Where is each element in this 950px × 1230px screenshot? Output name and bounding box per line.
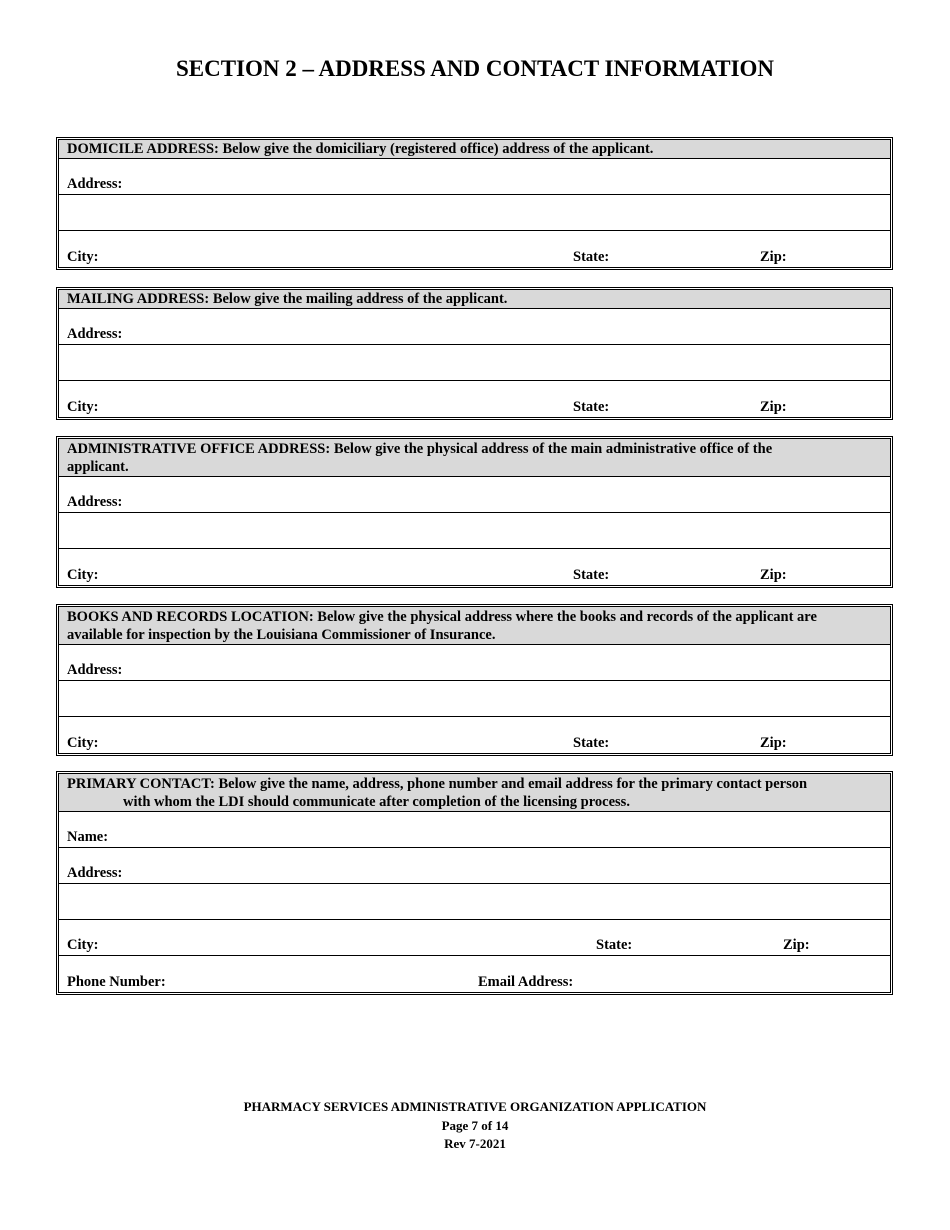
state-label: State: (573, 249, 610, 265)
contact-header-line1: PRIMARY CONTACT: Below give the name, address, phone number and email address for the primary contact person (67, 776, 808, 792)
admin-city-state-zip-row[interactable] (59, 549, 890, 585)
city-label: City: (67, 735, 99, 751)
zip-label: Zip: (760, 567, 787, 583)
contact-phone-email-row[interactable] (59, 956, 890, 992)
primary-contact-section (56, 771, 893, 995)
page-title: SECTION 2 – ADDRESS AND CONTACT INFORMATION (175, 56, 775, 81)
state-label: State: (573, 567, 610, 583)
contact-address-field[interactable] (59, 848, 890, 884)
state-label: State: (573, 735, 610, 751)
address-label: Address: (67, 865, 123, 881)
admin-header-line1: ADMINISTRATIVE OFFICE ADDRESS: Below give the physical address of the main administrative office of the (67, 441, 773, 457)
domicile-address-section (56, 137, 893, 270)
address-label: Address: (67, 662, 123, 678)
contact-address-line2-field[interactable] (59, 884, 890, 920)
admin-address-line2-field[interactable] (59, 513, 890, 549)
mailing-address-line2-field[interactable] (59, 345, 890, 381)
domicile-address-field[interactable] (59, 159, 890, 195)
city-label: City: (67, 399, 99, 415)
city-label: City: (67, 567, 99, 583)
books-header-line1: BOOKS AND RECORDS LOCATION: Below give the physical address where the books and records of the applicant are (67, 609, 817, 625)
contact-header-line2: with whom the LDI should communicate after completion of the licensing process. (123, 794, 630, 810)
admin-address-field[interactable] (59, 477, 890, 513)
zip-label: Zip: (760, 735, 787, 751)
state-label: State: (596, 937, 633, 953)
footer-application-title: PHARMACY SERVICES ADMINISTRATIVE ORGANIZATION APPLICATION (243, 1099, 707, 1114)
zip-label: Zip: (760, 249, 787, 265)
address-label: Address: (67, 176, 123, 192)
books-records-header (59, 607, 890, 645)
footer-revision: Rev 7-2021 (444, 1136, 506, 1151)
books-records-section (56, 604, 893, 756)
state-label: State: (573, 399, 610, 415)
mailing-address-header: MAILING ADDRESS: Below give the mailing address of the applicant. (59, 290, 890, 309)
domicile-city-state-zip-row[interactable] (59, 231, 890, 267)
email-label: Email Address: (478, 974, 574, 990)
city-label: City: (67, 249, 99, 265)
admin-office-address-section (56, 436, 893, 588)
domicile-address-line2-field[interactable] (59, 195, 890, 231)
primary-contact-header (59, 774, 890, 812)
contact-name-field[interactable] (59, 812, 890, 848)
admin-office-address-header (59, 439, 890, 477)
contact-city-state-zip-row[interactable] (59, 920, 890, 956)
city-label: City: (67, 937, 99, 953)
admin-header-line2: applicant. (67, 459, 129, 475)
phone-label: Phone Number: (67, 974, 166, 990)
books-address-line2-field[interactable] (59, 681, 890, 717)
address-label: Address: (67, 326, 123, 342)
books-city-state-zip-row[interactable] (59, 717, 890, 753)
books-address-field[interactable] (59, 645, 890, 681)
mailing-city-state-zip-row[interactable] (59, 381, 890, 417)
name-label: Name: (67, 829, 109, 845)
zip-label: Zip: (783, 937, 810, 953)
footer-page-number: Page 7 of 14 (441, 1117, 509, 1133)
mailing-address-section (56, 287, 893, 420)
address-label: Address: (67, 494, 123, 510)
books-header-line2: available for inspection by the Louisiana Commissioner of Insurance. (67, 627, 496, 643)
page-footer (0, 1098, 950, 1154)
domicile-address-header: DOMICILE ADDRESS: Below give the domiciliary (registered office) address of the applicant. (59, 140, 890, 159)
mailing-address-field[interactable] (59, 309, 890, 345)
zip-label: Zip: (760, 399, 787, 415)
